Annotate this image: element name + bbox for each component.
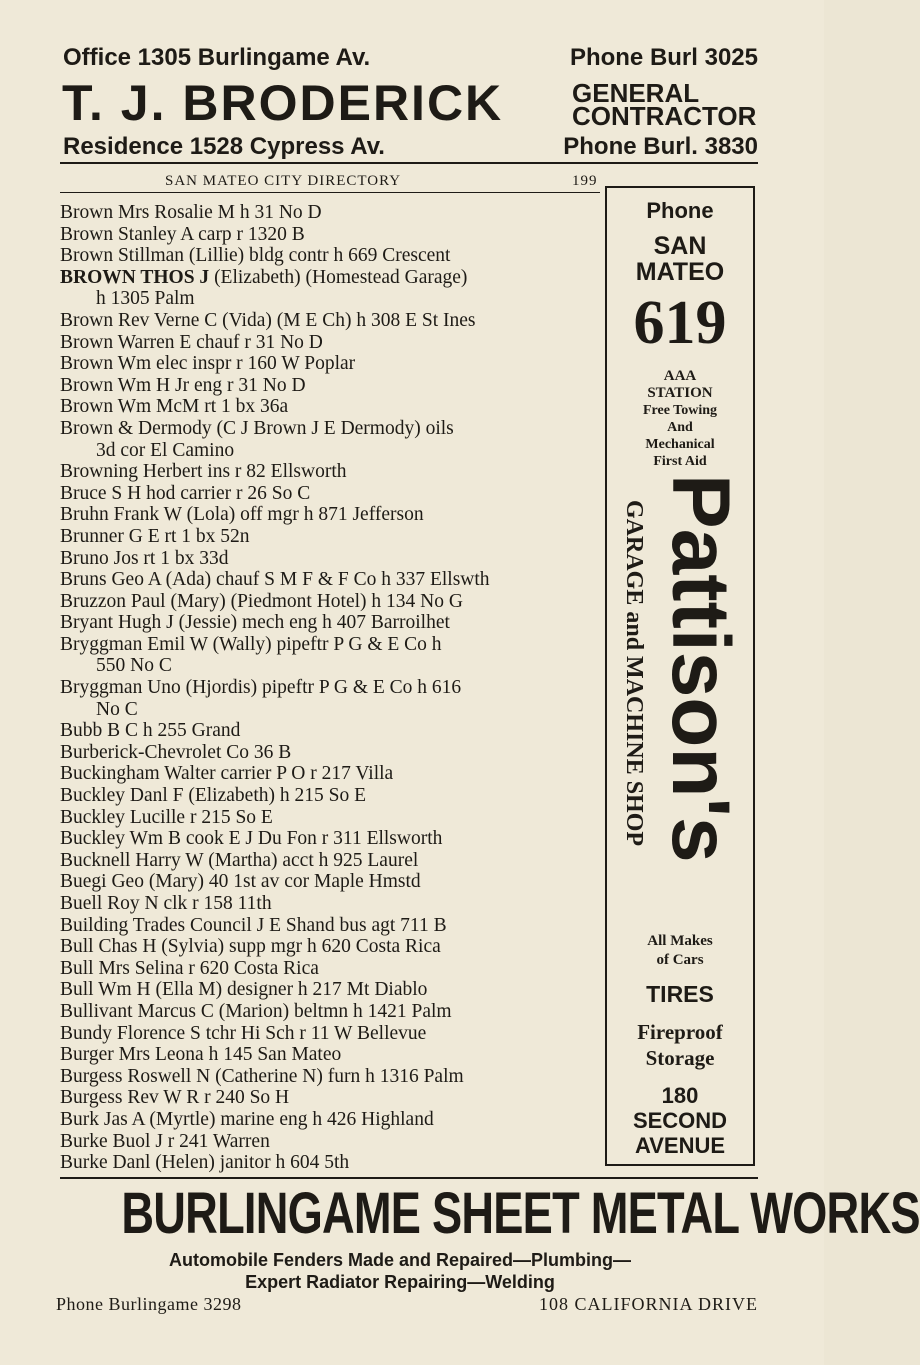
directory-entry [60,224,600,246]
entry-line [60,677,461,698]
contractor-name: T. J. BRODERICK [62,75,504,131]
entry-text: Buckley Wm B cook E J Du Fon r 311 Ellsworth [60,828,443,850]
entry-text: Buell Roy N clk r 158 11th [60,893,272,914]
entry-text: Burke Danl (Helen) janitor h 604 5th [60,1152,350,1174]
directory-entry [60,785,600,807]
directory-entry [60,202,600,224]
ad-mechanical: Mechanical [645,437,715,452]
directory-entry [60,310,600,332]
residence-address: Residence 1528 Cypress Av. [63,133,385,160]
entry-line [60,763,393,784]
directory-entry [60,1044,600,1066]
entry-line [60,850,418,871]
entry-text: Brown Warren E chauf r 31 No D [60,331,323,353]
ad-address-street2: AVENUE [634,1133,726,1158]
directory-entry [60,548,600,570]
entry-text: Brown Wm elec inspr r 160 W Poplar [60,353,356,375]
directory-entry [60,742,600,764]
entry-text: Bruhn Frank W (Lola) off mgr h 871 Jefferson [60,504,424,526]
directory-entry [60,1087,600,1109]
entry-line [60,1023,426,1044]
page-number: 199 [572,173,598,189]
entry-line [60,504,424,525]
directory-entry [60,526,600,548]
entry-line [60,1109,434,1130]
directory-entry [60,1066,600,1088]
directory-entry [60,1001,600,1023]
entry-bold-name: BROWN THOS J [60,266,210,288]
entry-text: Bruzzon Paul (Mary) (Piedmont Hotel) h 134 No G [60,590,463,612]
entry-line [60,483,310,504]
directory-entry [60,720,600,742]
directory-entry [60,807,600,829]
entry-line [60,871,421,892]
directory-entry [60,1152,600,1174]
entry-text: Bull Chas H (Sylvia) supp mgr h 620 Costa Rica [60,936,441,958]
entry-line [60,569,490,590]
directory-entry [60,396,600,418]
directory-entry [60,850,600,872]
directory-entry [60,915,600,937]
entry-text: Bruns Geo A (Ada) chauf S M F & F Co h 337 Ellswth [60,569,490,591]
entry-text: Brown Wm H Jr eng r 31 No D [60,374,306,396]
directory-entry [60,245,600,267]
ad-address-number: 180 [661,1083,699,1108]
directory-entry [60,893,600,915]
entry-text: Brown Wm McM rt 1 bx 36a [60,396,289,418]
entry-line [60,634,442,655]
directory-entry [60,591,600,613]
entry-line [60,893,272,914]
entry-text: Buckley Lucille r 215 So E [60,806,273,828]
entry-line [60,1044,341,1065]
directory-entry [60,418,600,461]
entry-text: Burberick-Chevrolet Co 36 B [60,741,292,763]
entry-text: Brown Stillman (Lillie) bldg contr h 669 Crescent [60,245,451,267]
entry-text: Bryggman Emil W (Wally) pipeftr P G & E Co h [60,633,442,655]
entry-text: Burke Buol J r 241 Warren [60,1130,270,1152]
entry-line [60,1152,349,1173]
entry-text: Building Trades Council J E Shand bus agt 711 B [60,914,447,936]
entry-line [60,1131,270,1152]
header-rule [60,162,758,164]
ad-address-street1: SECOND [632,1108,728,1133]
directory-entry [60,936,600,958]
ad-city-line1: SAN [653,232,707,260]
entry-text: Bucknell Harry W (Martha) acct h 925 Laurel [60,849,419,871]
directory-entries [60,202,600,1174]
contractor-label: CONTRACTOR [572,101,757,131]
ad-brand: Pattison's [655,474,746,863]
ad-station: STATION [647,385,713,401]
ad-makes-line1: All Makes [647,933,713,949]
directory-entry [60,267,600,310]
directory-entry [60,871,600,893]
entry-text: Buckingham Walter carrier P O r 217 Villa [60,763,394,785]
entry-line [60,807,273,828]
ad-phone-label: Phone [646,198,714,223]
directory-entry [60,634,600,677]
directory-entry [60,461,600,483]
entry-text: Brown Rev Verne C (Vida) (M E Ch) h 308 E St Ines [60,309,476,331]
office-address: Office 1305 Burlingame Av. [63,44,371,71]
entry-line [60,915,447,936]
ad-phone-number: 619 [633,289,727,357]
directory-entry [60,375,600,397]
footer-title: BURLINGAME SHEET METAL WORKS [121,1181,920,1246]
entry-line [60,828,442,849]
ad-fireproof: Fireproof [637,1020,723,1044]
entry-text: Bull Mrs Selina r 620 Costa Rica [60,957,319,979]
entry-line [60,591,463,612]
directory-header-rule [60,192,600,193]
ad-tires: TIRES [646,981,714,1007]
entry-text: Bundy Florence S tchr Hi Sch r 11 W Bellevue [60,1022,427,1044]
ad-makes-line2: of Cars [656,952,704,968]
entry-line [60,224,305,245]
footer-title-wrap [40,1180,920,1247]
entry-text: Bubb B C h 255 Grand [60,720,241,742]
directory-entry [60,612,600,634]
entry-line [60,353,355,374]
footer-address: 108 CALIFORNIA DRIVE [538,1294,758,1314]
directory-entry [60,958,600,980]
entry-line [60,396,288,417]
entry-text: Browning Herbert ins r 82 Ellsworth [60,461,347,483]
general-label: GENERAL [572,78,700,108]
entry-line [60,202,322,223]
entry-text: Bryggman Uno (Hjordis) pipeftr P G & E Co h 616 [60,677,462,699]
entry-text: Bullivant Marcus C (Marion) beltmn h 1421 Palm [60,1000,452,1022]
directory-entry [60,677,600,720]
entry-line [60,958,319,979]
ad-towing: Free Towing [642,403,718,418]
entry-line [60,1087,289,1108]
directory-entry [60,569,600,591]
directory-entry [60,1109,600,1131]
entry-text: Brunner G E rt 1 bx 52n [60,525,250,547]
ad-storage: Storage [645,1046,715,1070]
entry-line [60,375,306,396]
pattisons-ad [605,186,755,1166]
entry-continuation: 3d cor El Camino [96,439,235,461]
entry-line [60,267,467,288]
ad-city-line2: MATEO [635,258,725,286]
entry-text: Bruce S H hod carrier r 26 So C [60,482,311,504]
footer-phone: Phone Burlingame 3298 [56,1294,242,1314]
entry-text: Burgess Rev W R r 240 So H [60,1087,290,1109]
entry-line [60,418,454,439]
entry-text: Brown Stanley A carp r 1320 B [60,223,305,245]
entry-line [60,526,250,547]
entry-line [60,245,450,266]
entry-text: Bruno Jos rt 1 bx 33d [60,547,229,569]
directory-entry [60,483,600,505]
entry-line [60,461,347,482]
residence-phone: Phone Burl. 3830 [563,133,758,160]
entry-text: (Elizabeth) (Homestead Garage) [209,266,468,288]
entry-text: Burgess Roswell N (Catherine N) furn h 1316 Palm [60,1065,464,1087]
ad-subtitle: GARAGE and MACHINE SHOP [621,500,647,847]
directory-entry [60,332,600,354]
entry-text: Brown Mrs Rosalie M h 31 No D [60,202,322,223]
entry-text: Burk Jas A (Myrtle) marine eng h 426 Highland [60,1108,434,1130]
entry-text: Buckley Danl F (Elizabeth) h 215 So E [60,785,366,807]
entry-text: Brown & Dermody (C J Brown J E Dermody) oils [60,417,454,439]
directory-entry [60,1023,600,1045]
entry-text: Buegi Geo (Mary) 40 1st av cor Maple Hmstd [60,871,421,893]
entry-text: Burger Mrs Leona h 145 San Mateo [60,1044,342,1066]
entry-line [60,548,228,569]
entry-line [60,979,427,1000]
directory-entry [60,353,600,375]
ad-first-aid: First Aid [653,454,707,469]
entry-line [60,1066,464,1087]
entry-line [60,742,291,763]
directory-entry [60,763,600,785]
footer-rule [60,1177,758,1179]
footer-line2: Expert Radiator Repairing—Welding [245,1272,555,1292]
entry-line [60,720,240,741]
ad-and: And [667,420,693,435]
directory-entry [60,979,600,1001]
entry-continuation: No C [96,698,138,720]
office-phone: Phone Burl 3025 [569,44,758,71]
directory-entry [60,1131,600,1153]
entry-line [60,936,441,957]
directory-title: SAN MATEO CITY DIRECTORY [165,173,402,189]
entry-line [60,310,476,331]
entry-continuation: h 1305 Palm [96,288,195,310]
entry-text: Bull Wm H (Ella M) designer h 217 Mt Diablo [60,979,428,1001]
entry-line [60,1001,452,1022]
ad-aaa: AAA [663,368,697,384]
entry-line [60,612,450,633]
entry-line [60,785,366,806]
entry-text: Bryant Hugh J (Jessie) mech eng h 407 Barroilhet [60,612,450,634]
footer-line1: Automobile Fenders Made and Repaired—Plumbing— [168,1250,632,1270]
entry-continuation: 550 No C [96,655,172,677]
directory-entry [60,504,600,526]
directory-entry [60,828,600,850]
entry-line [60,332,323,353]
